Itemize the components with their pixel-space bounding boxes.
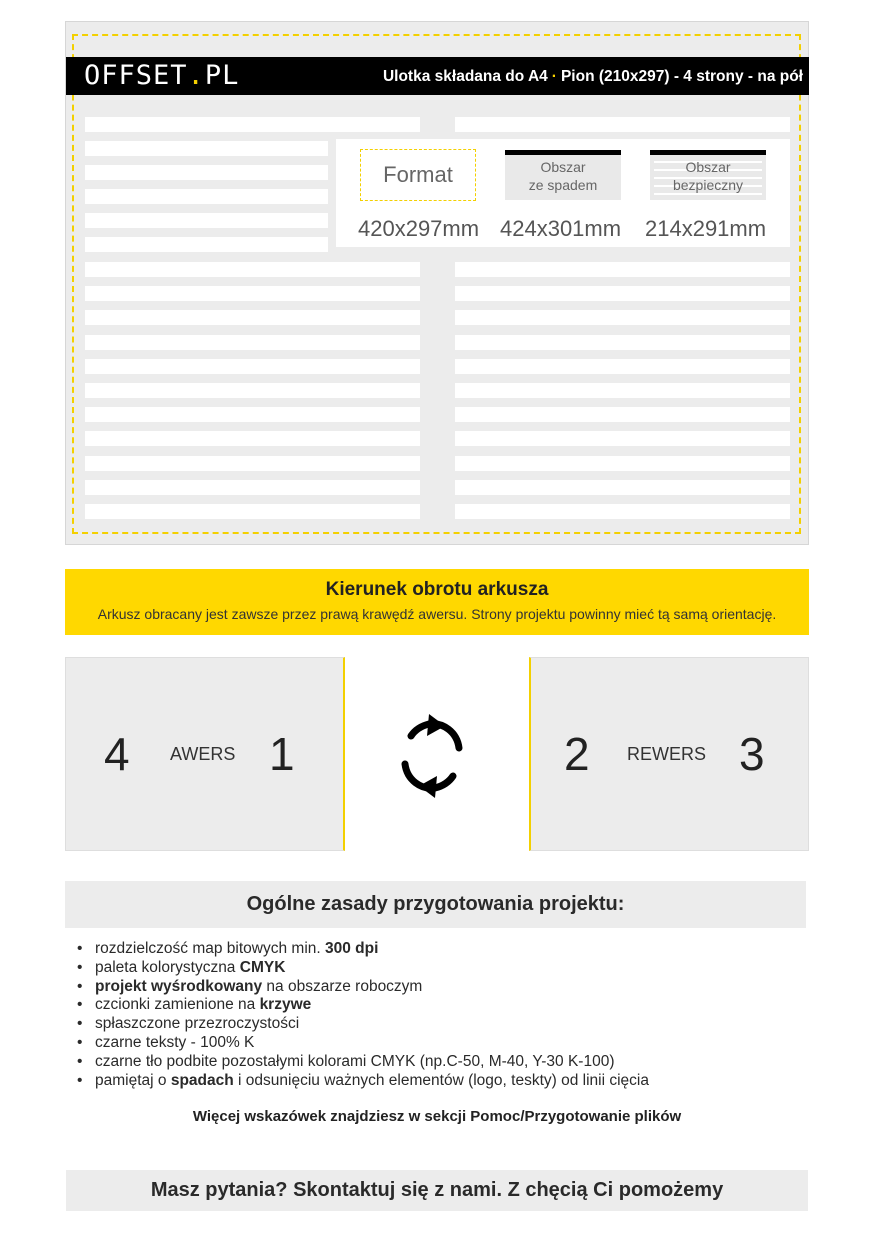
rule-emphasis: spadach [170,1071,234,1089]
rule-text: czarne teksty - 100% K [95,1033,255,1051]
bleed-label-line1: Obszar [540,159,586,175]
bullet-icon: • [77,958,83,976]
bleed-label-line2: ze spadem [528,177,598,193]
bullet-icon: • [77,996,83,1014]
bullet-icon: • [77,1033,83,1051]
logo-tld: PL [204,60,240,91]
format-size: 420x297mm [358,216,480,241]
bleed-guide-line [72,34,801,534]
awers-right-page: 1 [269,728,295,780]
format-label: Format [383,162,453,187]
rules-heading-text: Ogólne zasady przygotowania projektu: [246,893,625,915]
rule-text: pamiętaj o [95,1071,171,1089]
logo-main: OFFSET [84,60,188,91]
safe-area-size: 214x291mm [645,216,767,241]
bullet-icon: • [77,1052,83,1070]
bullet-icon: • [77,1015,83,1033]
rule-item [77,996,649,1015]
rules-list [77,940,649,1090]
contact-footer [66,1170,808,1211]
footer-text: Masz pytania? Skontaktuj się z nami. Z chęcią Ci pomożemy [150,1179,724,1201]
bullet-icon: • [77,940,83,957]
bullet-icon: • [77,977,83,995]
rotation-banner [65,569,809,635]
rule-text: rozdzielczość map bitowych min. [95,940,325,957]
rule-text-suffix: i odsunięciu ważnych elementów (logo, teskty) od linii cięcia [233,1071,649,1089]
rule-item [77,1015,649,1034]
product-title-part1: Ulotka składana do A4 [382,68,548,85]
rewers-right-page: 3 [739,728,765,780]
rule-text: czcionki zamienione na [95,996,260,1014]
rule-item [77,959,649,978]
title-separator: · [551,68,557,85]
product-title [383,67,803,87]
banner-subtitle: Arkusz obracany jest zawsze przez prawą krawędź awersu. Strony projektu powinny mieć tą samą orientację. [97,606,777,622]
format-legend-box [360,149,476,201]
rule-emphasis: projekt wyśrodkowany [95,977,263,995]
rewers-left-page: 2 [564,728,590,780]
logo-dot: . [187,60,205,91]
rule-item [77,940,649,959]
offset-logo [84,60,239,92]
rotate-icon [397,714,477,798]
rule-text: spłaszczone przezroczystości [95,1015,300,1033]
safe-label-line1: Obszar [685,159,731,175]
more-info-text: Więcej wskazówek znajdziesz w sekcji Pomoc/Przygotowanie plików [192,1108,682,1125]
rule-text-suffix: na obszarze roboczym [262,977,423,995]
rule-item [77,1053,649,1072]
bullet-icon: • [77,1071,83,1089]
rule-text: czarne tło podbite pozostałymi kolorami CMYK (np.C-50, M-40, Y-30 K-100) [95,1052,615,1070]
bleed-legend-box [505,150,621,200]
product-title-part2: Pion (210x297) - 4 strony - na pół [560,68,803,85]
bleed-size: 424x301mm [500,216,622,241]
banner-title: Kierunek obrotu arkusza [325,579,549,600]
rule-text: paleta kolorystyczna [95,958,240,976]
rule-emphasis: CMYK [239,958,286,976]
rules-heading [65,881,806,928]
safe-area-legend-box [650,150,766,200]
rule-emphasis: 300 dpi [325,940,379,957]
rule-item [77,1034,649,1053]
rule-item [77,978,649,997]
awers-left-page: 4 [104,728,130,780]
rule-emphasis: krzywe [259,996,312,1014]
rule-item [77,1072,649,1091]
safe-label-line2: bezpieczny [672,177,744,193]
rewers-label: REWERS [627,744,707,764]
awers-label: AWERS [170,744,236,764]
